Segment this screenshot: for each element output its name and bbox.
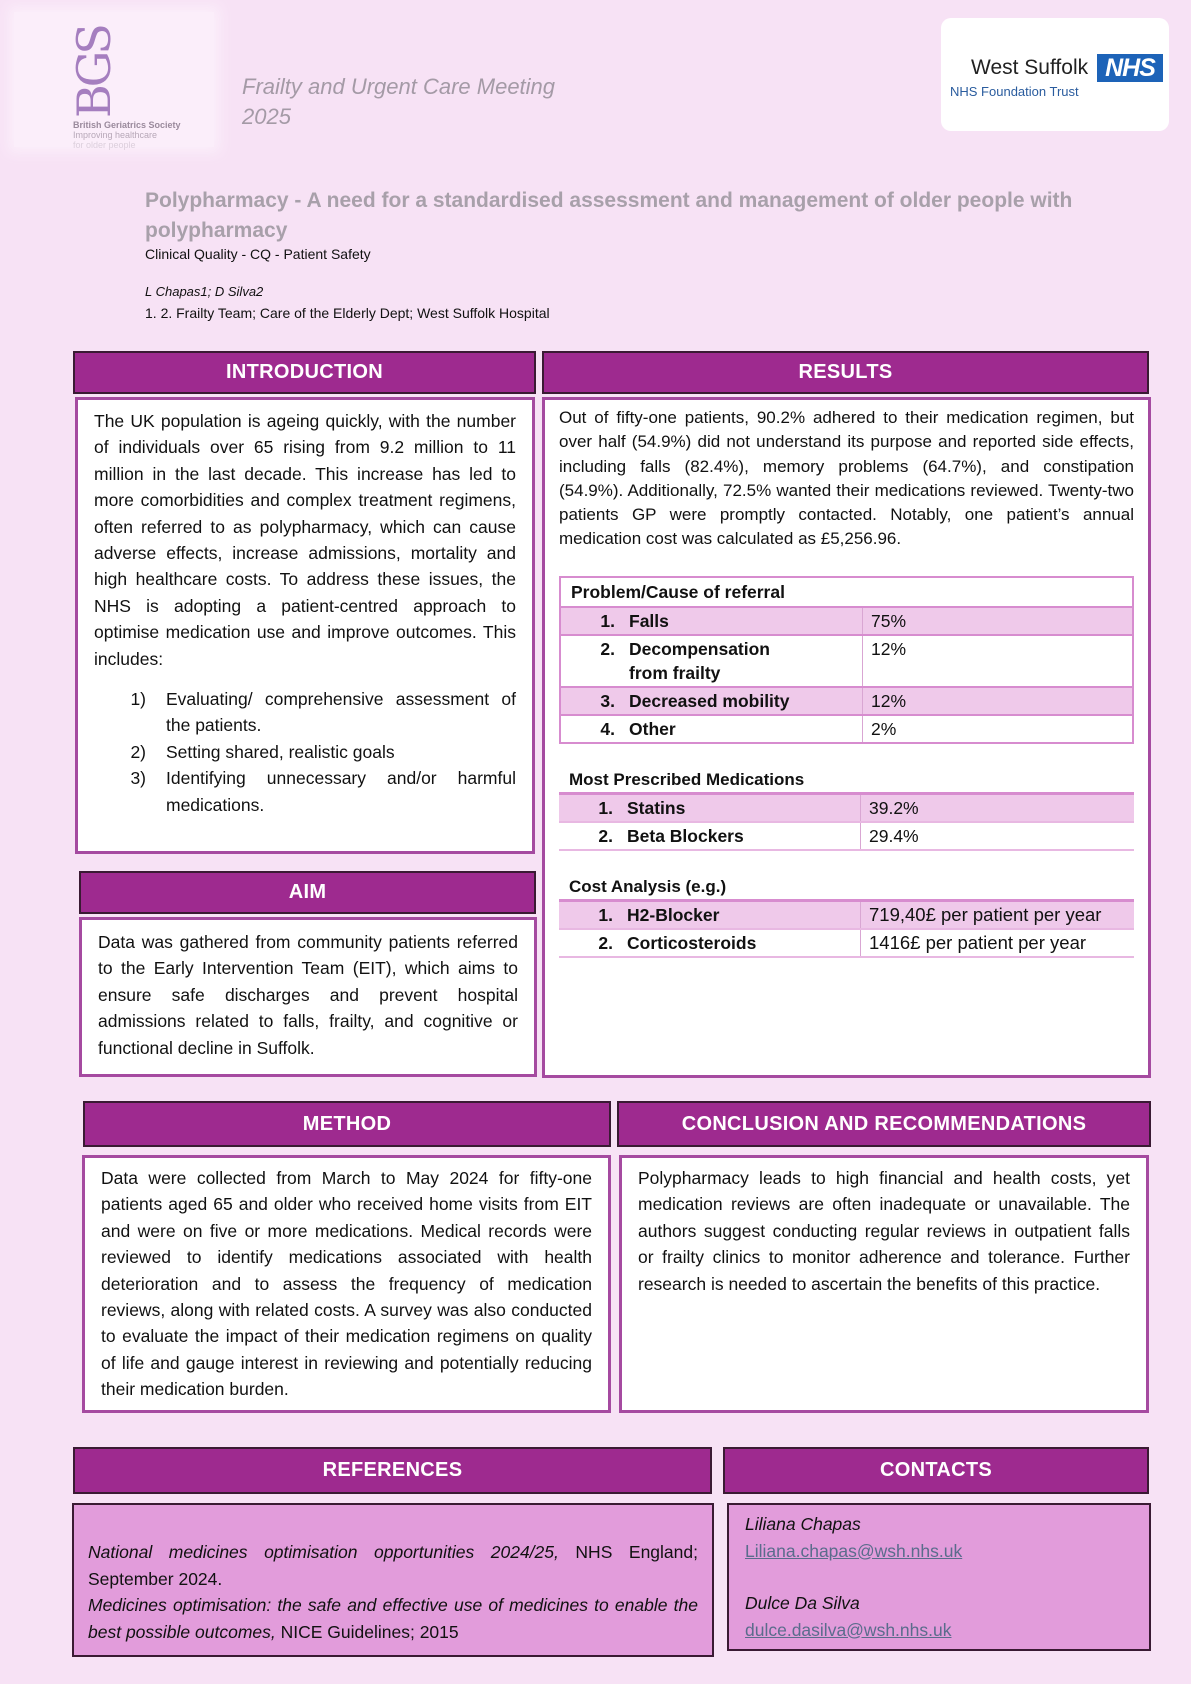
meeting-year: 2025 (242, 104, 291, 129)
contacts-heading: CONTACTS (723, 1447, 1149, 1494)
bgs-logo-letters: BGS (67, 27, 121, 119)
method-body: Data were collected from March to May 2024 for fifty-one patients aged 65 and older who received home visits from EIT and were on five or more medications. Medical records were reviewed to identify medications associated with health deterioration and to assess the frequency of medication reviews, along with related costs. A survey was also conducted to evaluate the impact of their medication regimens on quality of life and gauge interest in reviewing and potentially reducing their medication burden. (101, 1168, 592, 1400)
bgs-logo-name: British Geriatrics Society (73, 120, 181, 130)
reference-item (88, 1539, 698, 1592)
contact-email-link[interactable]: dulce.dasilva@wsh.nhs.uk (745, 1619, 952, 1640)
medications-table-title: Most Prescribed Medications (569, 769, 805, 789)
poster-title: Polypharmacy - A need for a standardised assessment and management of older people with polypharmacy (145, 189, 1073, 242)
table-row: 4. Other 2% (560, 715, 1133, 743)
medications-table (559, 792, 1134, 851)
contact-email-link[interactable]: Liliana.chapas@wsh.nhs.uk (745, 1540, 963, 1561)
reference-title: Medicines optimisation: the safe and effective use of medicines to enable the best possible outcomes, (88, 1595, 698, 1642)
nhs-badge-icon: NHS (1097, 54, 1163, 82)
introduction-body: The UK population is ageing quickly, with the number of individuals over 65 rising from 9.2 million to 11 million in the last decade. This increase has led to more comorbidities and complex treatment regimens, often referred to as polypharmacy, which can cause adverse effects, increase admissions, mortality and high healthcare costs. To address these issues, the NHS is adopting a patient-centred approach to optimise medication use and improve outcomes. This includes: (94, 411, 516, 669)
poster-authors: L Chapas1; D Silva2 (145, 284, 264, 299)
cost-table (559, 899, 1134, 958)
conclusion-body: Polypharmacy leads to high financial and health costs, yet medication reviews are often inadequate or unavailable. The authors suggest conducting regular reviews in outpatient falls or frailty clinics to monitor adherence and tolerance. Further research is needed to ascertain the benefits of this practice. (638, 1168, 1130, 1294)
bgs-logo-tagline: for older people (73, 140, 136, 150)
table-row: 2. Beta Blockers 29.4% (559, 822, 1134, 850)
results-box (542, 397, 1151, 1078)
table-row: 3. Decreased mobility 12% (560, 687, 1133, 715)
aim-heading: AIM (79, 871, 536, 914)
nhs-logo-org: West Suffolk (971, 56, 1089, 79)
results-heading: RESULTS (542, 351, 1149, 394)
conclusion-box (619, 1155, 1149, 1413)
reference-source: NHS England; September 2024. (88, 1542, 698, 1589)
table-row: 1. Falls 75% (560, 607, 1133, 635)
introduction-box (75, 397, 535, 854)
meeting-line: Frailty and Urgent Care Meeting (242, 74, 556, 99)
reference-source: NICE Guidelines; 2015 (275, 1621, 459, 1642)
introduction-list (94, 686, 516, 818)
aim-box (79, 917, 537, 1077)
bgs-logo (14, 12, 214, 150)
referral-table-title: Problem/Cause of referral (560, 577, 1133, 607)
meeting-name (242, 72, 602, 132)
bgs-logo-tagline: Improving healthcare (73, 130, 158, 140)
nhs-logo (941, 18, 1169, 131)
contact-name: Dulce Da Silva (745, 1593, 860, 1613)
contacts-box (727, 1503, 1151, 1651)
cost-table-title: Cost Analysis (e.g.) (569, 877, 727, 897)
conclusion-heading: CONCLUSION AND RECOMMENDATIONS (617, 1101, 1151, 1147)
method-heading: METHOD (83, 1101, 611, 1147)
list-item: 1) Evaluating/ comprehensive assessment of the patients. (130, 689, 516, 736)
aim-body: Data was gathered from community patients referred to the Early Intervention Team (EIT), which aims to ensure safe discharges and prevent hospital admissions related to falls, frailty, and cognitive or functional decline in Suffolk. (98, 932, 518, 1058)
table-row: 2. Corticosteroids 1416£ per patient per year (559, 929, 1134, 957)
references-heading: REFERENCES (73, 1447, 712, 1494)
poster-subtitle: Clinical Quality - CQ - Patient Safety (145, 246, 371, 262)
table-row: 2. Decompensation from frailty 12% (560, 635, 1133, 687)
reference-title: National medicines optimisation opportunities 2024/25, (88, 1542, 559, 1562)
references-box (72, 1503, 714, 1657)
poster-affiliation: 1. 2. Frailty Team; Care of the Elderly Dept; West Suffolk Hospital (145, 305, 550, 321)
list-item: 3) Identifying unnecessary and/or harmful medications. (130, 768, 516, 815)
nhs-logo-trust: NHS Foundation Trust (950, 84, 1079, 99)
referral-table (559, 576, 1134, 744)
table-row: 1. H2-Blocker 719,40£ per patient per year (559, 901, 1134, 930)
method-box (82, 1155, 611, 1413)
table-row: 1. Statins 39.2% (559, 794, 1134, 823)
list-item: 2) Setting shared, realistic goals (130, 741, 395, 762)
contact-name: Liliana Chapas (745, 1514, 861, 1534)
reference-item (88, 1592, 698, 1645)
results-body: Out of fifty-one patients, 90.2% adhered to their medication regimen, but over half (54.9%) did not understand its purpose and reported side effects, including falls (82.4%), memory problems (64.7%), and constipation (54.9%). Additionally, 72.5% wanted their medications reviewed. Twenty-two patients GP were promptly contacted. Notably, one patient’s annual medication cost was calculated as £5,256.96. (559, 408, 1134, 549)
introduction-heading: INTRODUCTION (73, 351, 536, 394)
